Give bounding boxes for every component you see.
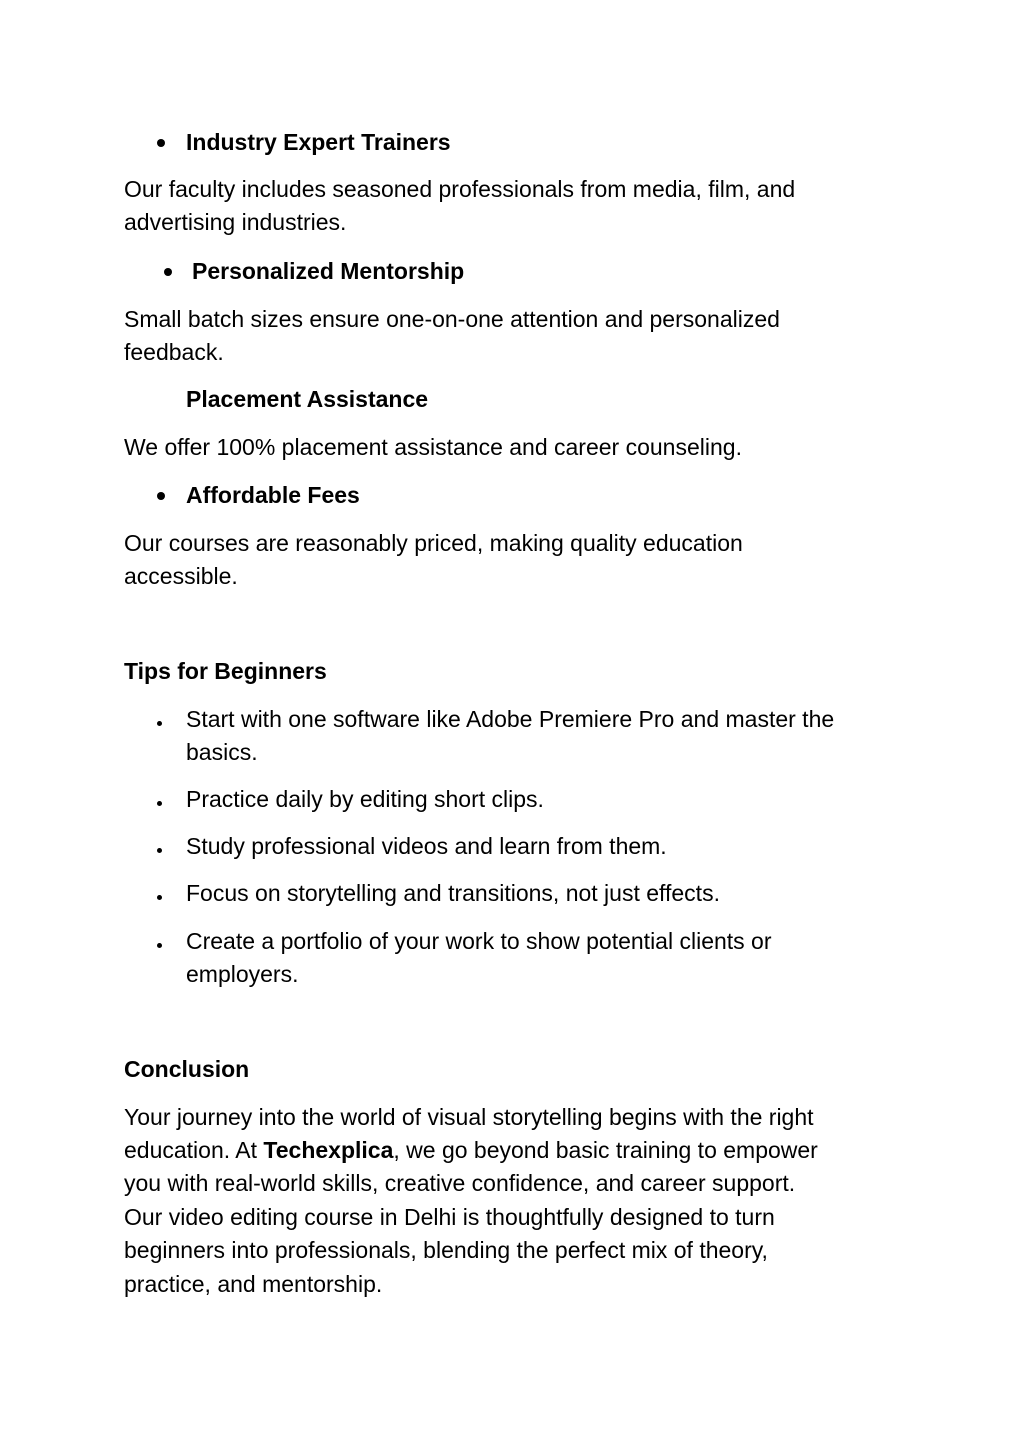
list-item: Start with one software like Adobe Premiere Pro and master the xyxy=(186,706,835,732)
section-heading: Conclusion xyxy=(124,1056,250,1082)
feature-description: accessible. xyxy=(124,563,238,589)
feature-description: Our faculty includes seasoned professionals from media, film, and xyxy=(124,176,796,202)
brand-name: Techexplica xyxy=(263,1137,394,1163)
conclusion-text: you with real-world skills, creative confidence, and career support. xyxy=(124,1170,796,1196)
feature-description: We offer 100% placement assistance and career counseling. xyxy=(124,434,742,460)
list-item: Focus on storytelling and transitions, not just effects. xyxy=(186,880,720,906)
list-item: Practice daily by editing short clips. xyxy=(186,786,544,812)
conclusion-text: Your journey into the world of visual storytelling begins with the right xyxy=(124,1104,814,1130)
conclusion-text-part: education. At xyxy=(124,1137,264,1163)
feature-description: advertising industries. xyxy=(124,209,347,235)
list-item: Study professional videos and learn from them. xyxy=(186,833,667,859)
section-heading: Tips for Beginners xyxy=(124,658,327,684)
conclusion-text: Our video editing course in Delhi is thoughtfully designed to turn xyxy=(124,1204,775,1230)
feature-title: Personalized Mentorship xyxy=(192,258,465,284)
list-item: employers. xyxy=(186,961,299,987)
bullet-icon xyxy=(157,492,165,500)
bullet-icon xyxy=(157,848,162,853)
conclusion-text: practice, and mentorship. xyxy=(124,1271,383,1297)
list-item: basics. xyxy=(186,739,258,765)
conclusion-text-part: , we go beyond basic training to empower xyxy=(393,1137,818,1163)
bullet-icon xyxy=(157,943,162,948)
feature-title: Industry Expert Trainers xyxy=(186,129,451,155)
feature-title: Placement Assistance xyxy=(186,386,429,412)
conclusion-text: beginners into professionals, blending the perfect mix of theory, xyxy=(124,1237,768,1263)
list-item: Create a portfolio of your work to show potential clients or xyxy=(186,928,772,954)
bullet-icon xyxy=(157,139,165,147)
feature-description: Small batch sizes ensure one-on-one attention and personalized xyxy=(124,306,780,332)
feature-description: Our courses are reasonably priced, making quality education xyxy=(124,530,743,556)
bullet-icon xyxy=(164,268,172,276)
bullet-icon xyxy=(157,801,162,806)
conclusion-text xyxy=(124,1134,818,1167)
feature-description: feedback. xyxy=(124,339,224,365)
bullet-icon xyxy=(157,721,162,726)
feature-title: Affordable Fees xyxy=(186,482,360,508)
bullet-icon xyxy=(157,895,162,900)
